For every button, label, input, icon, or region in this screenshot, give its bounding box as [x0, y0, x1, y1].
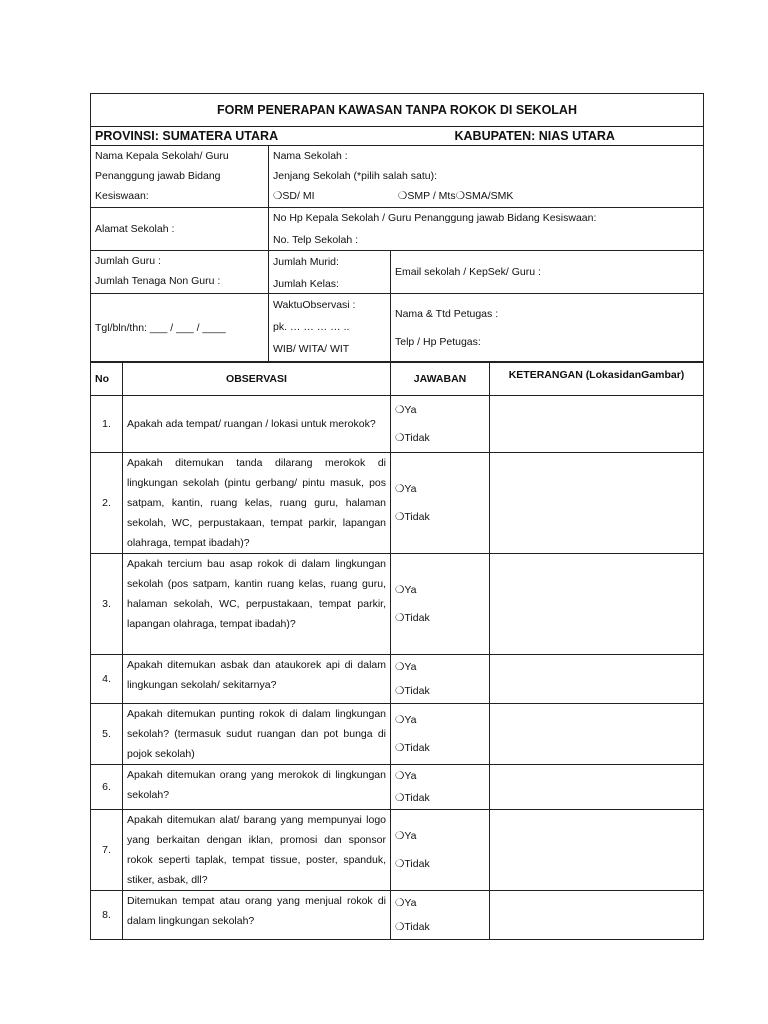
jumlah-murid-label: Jumlah Murid:	[273, 256, 339, 268]
option-ya[interactable]: ❍Ya	[395, 770, 417, 782]
option-ya[interactable]: ❍Ya	[395, 483, 417, 495]
observasi-question: Apakah ditemukan orang yang merokok di lingkungan sekolah?	[123, 765, 391, 810]
keterangan-field[interactable]	[490, 704, 704, 765]
jawaban-cell	[391, 810, 490, 891]
keterangan-field[interactable]	[490, 810, 704, 891]
nama-sekolah-field[interactable]	[269, 146, 704, 208]
row-number: 3.	[91, 554, 123, 655]
option-ya[interactable]: ❍Ya	[395, 661, 417, 673]
telp-petugas-label: Telp / Hp Petugas:	[395, 335, 481, 348]
option-smp-sma[interactable]: ❍SMP / Mts❍SMA/SMK	[397, 190, 514, 202]
table-row	[91, 765, 704, 810]
option-tidak[interactable]: ❍Tidak	[395, 742, 430, 754]
header-keterangan: KETERANGAN (LokasidanGambar)	[490, 363, 704, 396]
header-no: No	[91, 363, 123, 396]
header-jawaban: JAWABAN	[391, 363, 490, 396]
row-number: 7.	[91, 810, 123, 891]
observasi-table	[90, 362, 704, 940]
table-row	[91, 554, 704, 655]
kabupaten-label: KABUPATEN: NIAS UTARA	[391, 127, 704, 146]
email-label: Email sekolah / KepSek/ Guru :	[395, 266, 541, 278]
jumlah-guru-field[interactable]	[91, 251, 269, 294]
observasi-question: Apakah ditemukan alat/ barang yang mempunyai logo yang berkaitan dengan iklan, promosi dan sponsor rokok seperti taplak, tempat tissue, poster, spanduk, stiker, asbak, dll?	[123, 810, 391, 891]
jawaban-cell	[391, 765, 490, 810]
no-hp-label: No Hp Kepala Sekolah / Guru Penanggung jawab Bidang Kesiswaan:	[273, 212, 597, 224]
row-number: 5.	[91, 704, 123, 765]
jumlah-kelas-label: Jumlah Kelas:	[273, 278, 339, 290]
waktu-label: WaktuObservasi :	[273, 299, 356, 311]
observasi-question: Apakah tercium bau asap rokok di dalam lingkungan sekolah (pos satpam, kantin ruang kelas, ruang guru, halaman sekolah, WC, perpustakaan, tempat parkir, lapangan olahraga, tempat ibadah)?	[123, 554, 391, 655]
row-number: 4.	[91, 655, 123, 704]
option-ya[interactable]: ❍Ya	[395, 714, 417, 726]
no-telp-label: No. Telp Sekolah :	[273, 234, 359, 246]
header-observasi: OBSERVASI	[123, 363, 391, 396]
keterangan-field[interactable]	[490, 396, 704, 453]
option-ya[interactable]: ❍Ya	[395, 404, 417, 416]
table-row	[91, 704, 704, 765]
ttd-petugas-label: Nama & Ttd Petugas :	[395, 307, 499, 320]
table-row	[91, 810, 704, 891]
form-title: FORM PENERAPAN KAWASAN TANPA ROKOK DI SEKOLAH	[91, 94, 704, 127]
row-number: 6.	[91, 765, 123, 810]
form-sheet	[90, 93, 703, 940]
table-row	[91, 453, 704, 554]
option-sd-mi[interactable]: ❍SD/ MI	[273, 190, 315, 202]
jawaban-cell	[391, 453, 490, 554]
nama-sekolah-label: Nama Sekolah :	[273, 150, 348, 162]
zona-waktu-label: WIB/ WITA/ WIT	[273, 343, 350, 355]
jawaban-cell	[391, 891, 490, 940]
table-row	[91, 655, 704, 704]
option-tidak[interactable]: ❍Tidak	[395, 511, 430, 523]
row-number: 2.	[91, 453, 123, 554]
option-tidak[interactable]: ❍Tidak	[395, 858, 430, 870]
tanggal-field[interactable]	[91, 294, 269, 362]
observasi-question: Ditemukan tempat atau orang yang menjual rokok di dalam lingkungan sekolah?	[123, 891, 391, 940]
row-number: 1.	[91, 396, 123, 453]
kepala-label-2: Penanggung jawab Bidang	[95, 170, 221, 182]
option-ya[interactable]: ❍Ya	[395, 897, 417, 909]
keterangan-field[interactable]	[490, 765, 704, 810]
jumlah-non-guru-label: Jumlah Tenaga Non Guru :	[95, 275, 221, 287]
waktu-observasi-field[interactable]	[269, 294, 391, 362]
jawaban-cell	[391, 554, 490, 655]
keterangan-field[interactable]	[490, 554, 704, 655]
pk-label: pk. … … … … ..	[273, 321, 350, 333]
jumlah-guru-label: Jumlah Guru :	[95, 255, 161, 267]
row-number: 8.	[91, 891, 123, 940]
email-field[interactable]	[391, 251, 704, 294]
option-tidak[interactable]: ❍Tidak	[395, 685, 430, 697]
option-tidak[interactable]: ❍Tidak	[395, 432, 430, 444]
kepala-sekolah-field[interactable]	[91, 146, 269, 208]
observasi-question: Apakah ditemukan punting rokok di dalam lingkungan sekolah? (termasuk sudut ruangan dan pot bunga di pojok sekolah)	[123, 704, 391, 765]
jumlah-murid-field[interactable]	[269, 251, 391, 294]
kepala-label-1: Nama Kepala Sekolah/ Guru	[95, 150, 229, 162]
option-ya[interactable]: ❍Ya	[395, 830, 417, 842]
jawaban-cell	[391, 655, 490, 704]
keterangan-field[interactable]	[490, 453, 704, 554]
option-tidak[interactable]: ❍Tidak	[395, 921, 430, 933]
table-row	[91, 396, 704, 453]
keterangan-field[interactable]	[490, 891, 704, 940]
observasi-question: Apakah ditemukan asbak dan ataukorek api di dalam lingkungan sekolah/ sekitarnya?	[123, 655, 391, 704]
observasi-header-row	[91, 363, 704, 396]
kepala-label-3: Kesiswaan:	[95, 190, 149, 202]
keterangan-field[interactable]	[490, 655, 704, 704]
alamat-sekolah-field[interactable]	[91, 208, 269, 251]
option-ya[interactable]: ❍Ya	[395, 584, 417, 596]
tanggal-label: Tgl/bln/thn: ___ / ___ / ____	[95, 321, 226, 334]
no-hp-field[interactable]	[269, 208, 704, 251]
jenjang-label: Jenjang Sekolah (*pilih salah satu):	[273, 170, 438, 182]
observasi-question: Apakah ada tempat/ ruangan / lokasi untuk merokok?	[123, 396, 391, 453]
header-table	[90, 93, 704, 362]
table-row	[91, 891, 704, 940]
option-tidak[interactable]: ❍Tidak	[395, 612, 430, 624]
jawaban-cell	[391, 396, 490, 453]
petugas-field[interactable]	[391, 294, 704, 362]
provinsi-label: PROVINSI: SUMATERA UTARA	[91, 127, 391, 146]
alamat-label: Alamat Sekolah :	[95, 223, 175, 235]
jawaban-cell	[391, 704, 490, 765]
option-tidak[interactable]: ❍Tidak	[395, 792, 430, 804]
observasi-question: Apakah ditemukan tanda dilarang merokok di lingkungan sekolah (pintu gerbang/ pintu masuk, pos satpam, kantin, ruang kelas, ruang guru, halaman sekolah, WC, perpustakaan, tempat parkir, lapangan olahraga, tempat ibadah)?	[123, 453, 391, 554]
